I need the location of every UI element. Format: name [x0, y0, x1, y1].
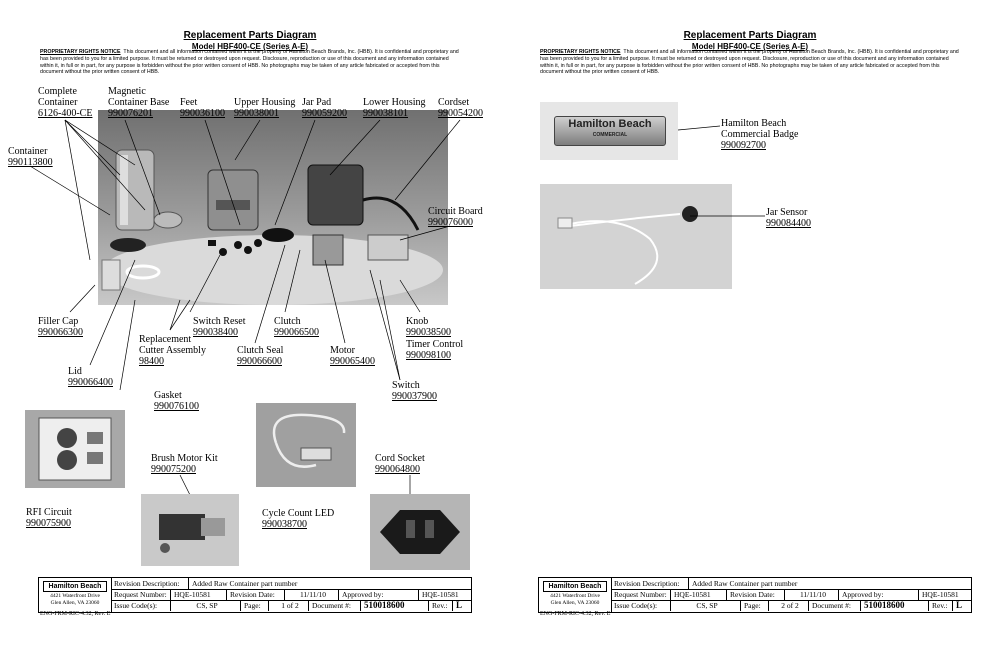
part-switch: Switch 990037900 — [392, 380, 437, 402]
rfi-circuit-photo — [25, 410, 125, 488]
part-commercial-badge: Hamilton Beach Commercial Badge 990092700 — [721, 118, 799, 151]
title-block: Hamilton Beach 4421 Waterfront Drive Glen Allen, VA 23060 Revision Description: Added Raw Container part number Request Number: HQE-10581 Revision Date: 11/11/10 Approved by: HQE-10581 Issue Code(s): CS, SP Page: 1 of 2 Document #: 510018600 Rev.: L — [38, 577, 472, 613]
part-container: Container 990113800 — [8, 146, 53, 168]
part-timer-control: Timer Control 990098100 — [406, 339, 464, 361]
page-header — [500, 30, 1000, 51]
part-knob: Knob 990038500 — [406, 316, 451, 338]
part-rfi-circuit: RFI Circuit 990075900 — [26, 507, 72, 529]
part-complete-container: Complete Container 6126-400-CE — [38, 86, 93, 119]
proprietary-notice: PROPRIETARY RIGHTS NOTICE This document and all information contained within it is the property of Hamilton Beach Brands, Inc. (HBB). It is confidential and proprietary and has been provided to you for a limited purpose. It must be returned or destroyed upon request. Disclosure, reproduction or use of this document and any information contained within it, in full or in part, for any purpose is forbidden without the prior written consent of HBB. No photographs may be taken of any article fabricated or accepted from this document without the prior written consent of HBB. — [540, 49, 959, 76]
commercial-badge-photo: Hamilton Beach COMMERCIAL — [540, 102, 678, 160]
page-header — [0, 30, 500, 51]
part-clutch-seal: Clutch Seal 990066600 — [237, 345, 284, 367]
document-number: 510018600 — [861, 600, 929, 611]
part-clutch: Clutch 990066500 — [274, 316, 319, 338]
parts-diagram-page-2 — [500, 0, 1000, 647]
part-brush-motor-kit: Brush Motor Kit 990075200 — [151, 453, 218, 475]
hamilton-beach-logo: Hamilton Beach 4421 Waterfront Drive Glen Allen, VA 23060 — [539, 578, 612, 612]
hamilton-beach-logo: Hamilton Beach 4421 Waterfront Drive Glen Allen, VA 23060 — [39, 578, 112, 612]
part-lower-housing: Lower Housing 990038101 — [363, 97, 426, 119]
title-block: Hamilton Beach 4421 Waterfront Drive Glen Allen, VA 23060 Revision Description: Added Raw Container part number Request Number: HQE-10581 Revision Date: 11/11/10 Approved by: HQE-10581 Issue Code(s): CS, SP Page: 2 of 2 Document #: 510018600 Rev.: L — [538, 577, 972, 613]
brush-motor-kit-photo — [141, 494, 239, 566]
exploded-parts-photo — [98, 110, 448, 305]
revision: L — [956, 600, 963, 610]
part-filler-cap: Filler Cap 990066300 — [38, 316, 83, 338]
part-jar-sensor: Jar Sensor 990084400 — [766, 207, 811, 229]
part-gasket: Gasket 990076100 — [154, 390, 199, 412]
cord-socket-photo — [370, 494, 470, 570]
form-number: ENG-FRM-RIC-4.32, Rev. E — [540, 611, 611, 617]
part-cycle-count-led: Cycle Count LED 990038700 — [262, 508, 335, 530]
doc-model: Model HBF400-CE (Series A-E) — [191, 42, 309, 51]
jar-sensor-photo — [540, 184, 732, 289]
part-magnetic-container-base: Magnetic Container Base 990076201 — [108, 86, 170, 119]
part-cord-socket: Cord Socket 990064800 — [375, 453, 425, 475]
doc-model: Model HBF400-CE (Series A-E) — [691, 42, 809, 51]
part-feet: Feet 990036100 — [180, 97, 225, 119]
proprietary-notice: PROPRIETARY RIGHTS NOTICE This document and all information contained within it is the property of Hamilton Beach Brands, Inc. (HBB). It is confidential and proprietary and has been provided to you for a limited purpose. It must be returned or destroyed upon request. Disclosure, reproduction or use of this document and any information contained within it, in full or in part, for any purpose is forbidden without the prior written consent of HBB. No photographs may be taken of any article fabricated or accepted from this document without the prior written consent of HBB. — [40, 49, 459, 76]
part-jar-pad: Jar Pad 990059200 — [302, 97, 347, 119]
part-cordset: Cordset 990054200 — [438, 97, 483, 119]
part-switch-reset: Switch Reset 990038400 — [193, 316, 246, 338]
leader-lines-2 — [500, 0, 1000, 647]
revision: L — [456, 600, 463, 610]
document-number: 510018600 — [361, 600, 429, 611]
part-motor: Motor 990065400 — [330, 345, 375, 367]
doc-title: Replacement Parts Diagram — [683, 30, 817, 41]
part-circuit-board: Circuit Board 990076000 — [428, 206, 483, 228]
blender-parts-illustration — [98, 110, 448, 305]
part-replacement-cutter-assembly: Replacement Cutter Assembly 98400 — [139, 334, 206, 367]
part-upper-housing: Upper Housing 990038001 — [234, 97, 296, 119]
part-lid: Lid 990066400 — [68, 366, 113, 388]
doc-title: Replacement Parts Diagram — [183, 30, 317, 41]
cycle-count-led-photo — [256, 403, 356, 487]
form-number: ENG-FRM-RIC-4.32, Rev. E — [40, 611, 111, 617]
